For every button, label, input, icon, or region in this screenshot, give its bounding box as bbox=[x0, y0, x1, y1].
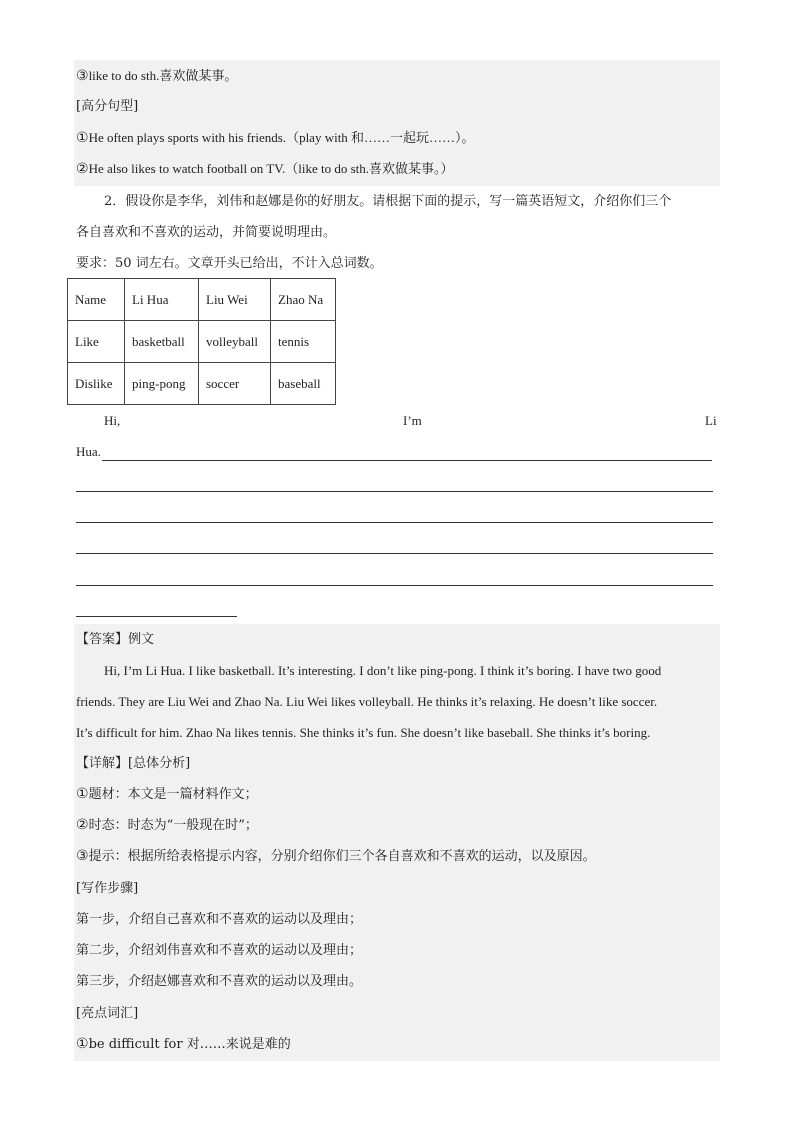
sports-table bbox=[67, 278, 336, 405]
analysis-label: 【详解】[总体分析] bbox=[76, 756, 191, 771]
table-cell: volleyball bbox=[199, 321, 271, 363]
writing-line[interactable] bbox=[76, 585, 713, 586]
item-3-line bbox=[76, 60, 716, 91]
table-cell: ping-pong bbox=[125, 363, 199, 405]
sentence-number: ① bbox=[76, 130, 89, 146]
sentence-text: He also likes to watch football on TV.（like to do sth.喜欢做某事。） bbox=[88, 161, 454, 176]
step-3: 第三步，介绍赵娜喜欢和不喜欢的运动以及理由。 bbox=[76, 974, 363, 989]
highlight-1 bbox=[76, 1029, 716, 1060]
table-cell: Like bbox=[68, 321, 125, 363]
writing-line[interactable] bbox=[76, 553, 713, 554]
opening-hi: Hi, bbox=[104, 413, 121, 428]
item-number: ③ bbox=[76, 68, 89, 84]
sentence-number: ② bbox=[76, 161, 89, 177]
analysis-item-2 bbox=[76, 810, 716, 841]
sentence-text: He often plays sports with his friends.（play with 和……一起玩……）。 bbox=[88, 130, 475, 145]
task-line-1: 2．假设你是李华，刘伟和赵娜是你的好朋友。请根据下面的提示，写一篇英语短文，介绍你们三个 bbox=[104, 194, 672, 209]
writing-line[interactable] bbox=[76, 522, 713, 523]
item-text: 提示：根据所给表格提示内容，分别介绍你们三个各自喜欢和不喜欢的运动，以及原因。 bbox=[88, 849, 596, 864]
high-score-heading: [高分句型] bbox=[76, 99, 139, 114]
table-cell: Zhao Na bbox=[271, 279, 336, 321]
item-text: 时态：时态为“一般现在时”； bbox=[88, 818, 258, 833]
item-number: ① bbox=[76, 1036, 89, 1052]
sentence-2-line bbox=[76, 153, 716, 184]
table-cell: tennis bbox=[271, 321, 336, 363]
table-cell: Li Hua bbox=[125, 279, 199, 321]
table-cell: Liu Wei bbox=[199, 279, 271, 321]
step-1: 第一步，介绍自己喜欢和不喜欢的运动以及理由； bbox=[76, 912, 363, 927]
analysis-item-3 bbox=[76, 841, 716, 872]
table-cell: Name bbox=[68, 279, 125, 321]
opening-im: I’m bbox=[403, 413, 422, 428]
item-number: ③ bbox=[76, 848, 89, 864]
item-number: ① bbox=[76, 786, 89, 802]
writing-line[interactable] bbox=[76, 616, 237, 617]
table-row bbox=[68, 279, 336, 321]
writing-line[interactable] bbox=[76, 491, 713, 492]
item-text: 题材：本文是一篇材料作文； bbox=[88, 787, 258, 802]
answer-paragraph-line-1: Hi, I’m Li Hua. I like basketball. It’s interesting. I don’t like ping-pong. I think it’s boring. I have two good bbox=[104, 663, 662, 678]
analysis-item-1 bbox=[76, 779, 716, 810]
steps-heading: [写作步骤] bbox=[76, 881, 139, 896]
task-line-2: 各自喜欢和不喜欢的运动，并简要说明理由。 bbox=[76, 225, 337, 240]
table-row bbox=[68, 321, 336, 363]
highlights-heading: [亮点词汇] bbox=[76, 1006, 139, 1021]
table-cell: Dislike bbox=[68, 363, 125, 405]
table-cell: baseball bbox=[271, 363, 336, 405]
table-row bbox=[68, 363, 336, 405]
sentence-1-line bbox=[76, 122, 716, 153]
opening-hua: Hua. bbox=[76, 444, 101, 459]
item-text: like to do sth.喜欢做某事。 bbox=[88, 68, 238, 83]
answer-label: 【答案】例文 bbox=[76, 632, 155, 647]
table-cell: soccer bbox=[199, 363, 271, 405]
answer-paragraph-line-3: It’s difficult for him. Zhao Na likes tennis. She thinks it’s fun. She doesn’t like baseball. She thinks it’s boring. bbox=[76, 725, 651, 740]
answer-paragraph-line-2: friends. They are Liu Wei and Zhao Na. Liu Wei likes volleyball. He thinks it’s relaxing. He doesn’t like soccer. bbox=[76, 694, 658, 709]
item-text: be difficult for 对……来说是难的 bbox=[88, 1037, 291, 1052]
step-2: 第二步，介绍刘伟喜欢和不喜欢的运动以及理由； bbox=[76, 943, 363, 958]
task-requirement: 要求：50 词左右。文章开头已给出，不计入总词数。 bbox=[76, 256, 383, 271]
opening-li: Li bbox=[705, 413, 717, 428]
writing-line[interactable] bbox=[102, 460, 712, 461]
table-cell: basketball bbox=[125, 321, 199, 363]
item-number: ② bbox=[76, 817, 89, 833]
